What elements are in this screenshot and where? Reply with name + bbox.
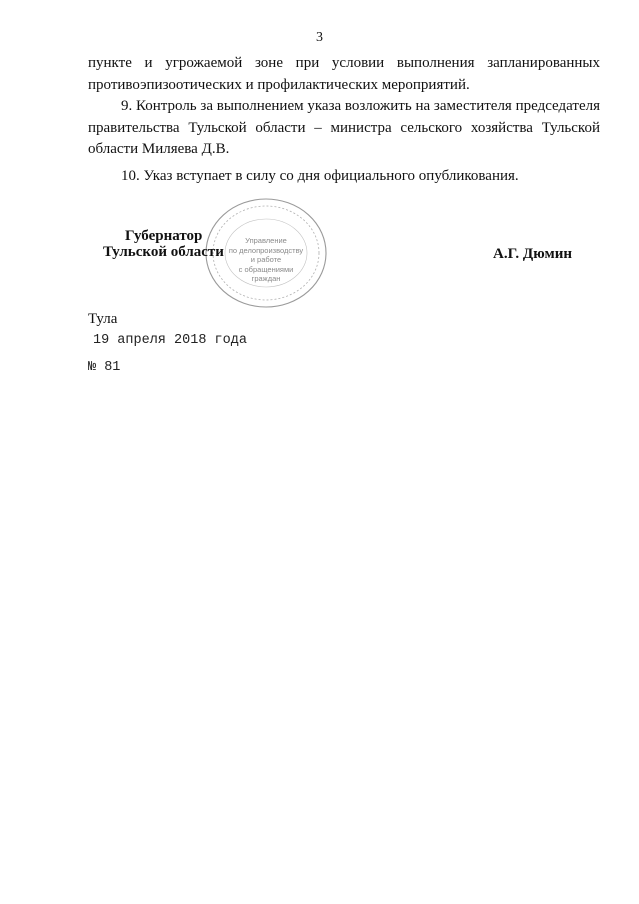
issue-place: Тула (88, 311, 118, 327)
signatory-name: А.Г. Дюмин (493, 246, 573, 262)
stamp-line: Управление (245, 236, 287, 245)
paragraph-10: 10. Указ вступает в силу со дня официального опубликования. (121, 167, 519, 184)
stamp-text (213, 236, 319, 284)
issue-date: 19 апреля 2018 года (93, 333, 247, 348)
paragraph-continuation: пункте и угрожаемой зоне при условии выполнения запланированных противоэпизоотических и профилактических мероприятий. (88, 55, 600, 93)
signatory-title-line1: Губернатор (125, 228, 203, 244)
decree-number: № 81 (88, 360, 121, 375)
stamp-line: по делопроизводству (228, 245, 304, 255)
paragraph-9: 9. Контроль за выполнением указа возложить на заместителя председателя правительства Тульской области – министра сельского хозяйства Тульской области Миляева Д.В. (88, 98, 601, 157)
stamp-line: с обращениями (238, 264, 294, 274)
stamp-line: и работе (250, 255, 282, 264)
stamp-line: граждан (251, 274, 281, 283)
signatory-title-line2: Тульской области (103, 244, 224, 260)
document-body (88, 53, 600, 187)
page-number: 3 (316, 30, 323, 45)
